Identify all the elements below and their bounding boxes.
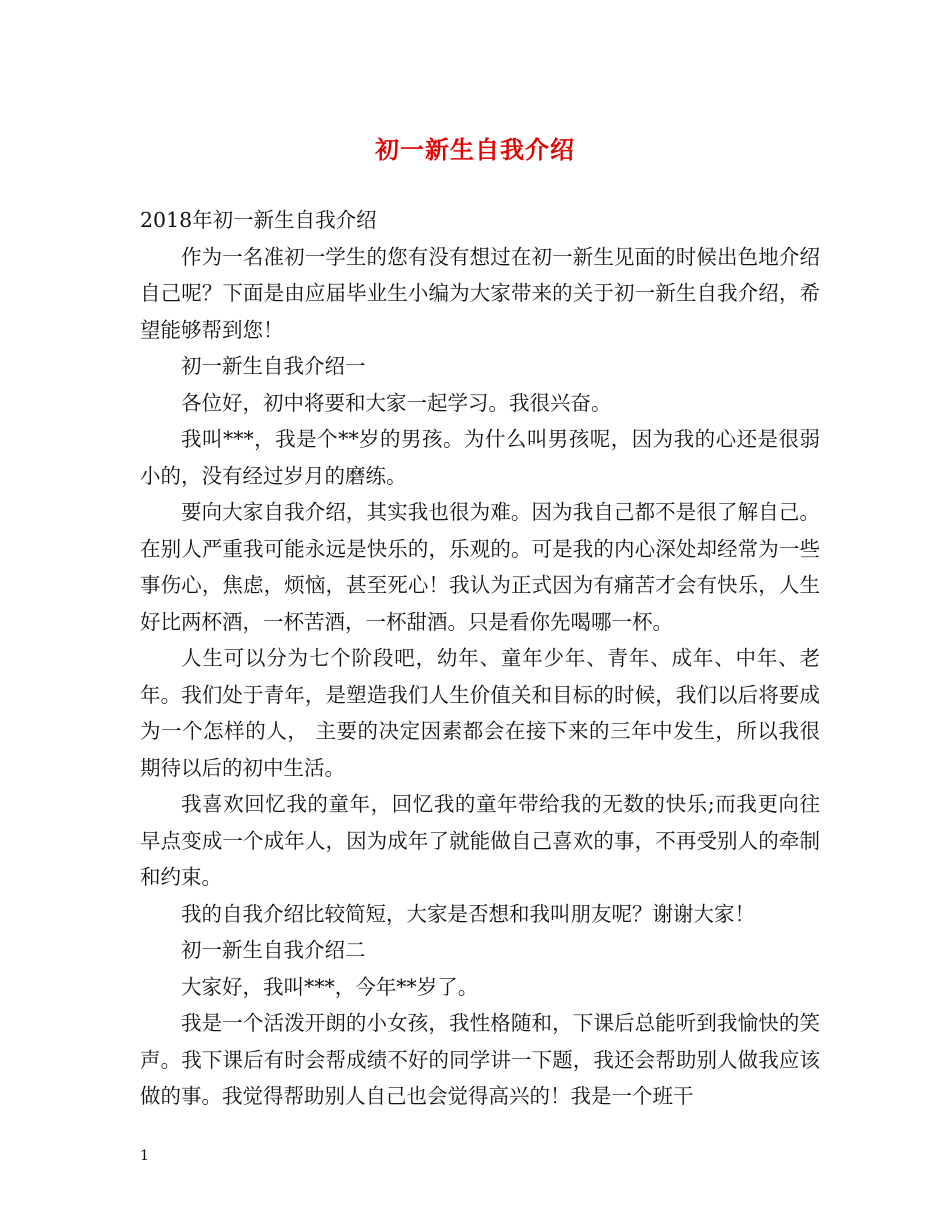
page-number: 1 (140, 1148, 149, 1164)
paragraph: 人生可以分为七个阶段吧，幼年、童年少年、青年、成年、中年、老年。我们处于青年，是塑造我们人生价值关和目标的时候，我们以后将要成为一个怎样的人， 主要的决定因素都会在接下来的三年中发生，所以我很期待以后的初中生活。 (140, 646, 820, 780)
paragraph: 我是一个活泼开朗的小女孩，我性格随和，下课后总能听到我愉快的笑声。我下课后有时会帮成绩不好的同学讲一下题，我还会帮助别人做我应该做的事。我觉得帮助别人自己也会觉得高兴的！我是一个班干 (140, 1011, 820, 1108)
section-heading: 初一新生自我介绍一 (181, 354, 366, 378)
document-title: 初一新生自我介绍 (375, 135, 575, 164)
paragraph: 我的自我介绍比较简短，大家是否想和我叫朋友呢？谢谢大家！ (181, 901, 755, 926)
paragraph: 要向大家自我介绍，其实我也很为难。因为我自己都不是很了解自己。在别人严重我可能永远是快乐的，乐观的。可是我的内心深处却经常为一些事伤心，焦虑，烦恼，甚至死心！我认为正式因为有痛苦才会有快乐，人生好比两杯酒，一杯苦酒，一杯甜酒。只是看你先喝哪一杯。 (140, 500, 820, 634)
paragraph: 我叫***，我是个**岁的男孩。为什么叫男孩呢，因为我的心还是很弱小的，没有经过岁月的磨练。 (140, 427, 820, 488)
paragraph: 作为一名准初一学生的您有没有想过在初一新生见面的时候出色地介绍自己呢？下面是由应届毕业生小编为大家带来的关于初一新生自我介绍，希望能够帮到您！ (140, 244, 820, 342)
document-subtitle: 2018年初一新生自我介绍 (140, 208, 377, 232)
paragraph: 各位好，初中将要和大家一起学习。我很兴奋。 (181, 390, 612, 415)
paragraph: 大家好，我叫***，今年**岁了。 (181, 974, 479, 999)
document-body (140, 202, 820, 1115)
section-heading: 初一新生自我介绍二 (181, 938, 366, 962)
paragraph: 我喜欢回忆我的童年，回忆我的童年带给我的无数的快乐;而我更向往早点变成一个成年人，因为成年了就能做自己喜欢的事，不再受别人的牵制和约束。 (140, 792, 820, 889)
